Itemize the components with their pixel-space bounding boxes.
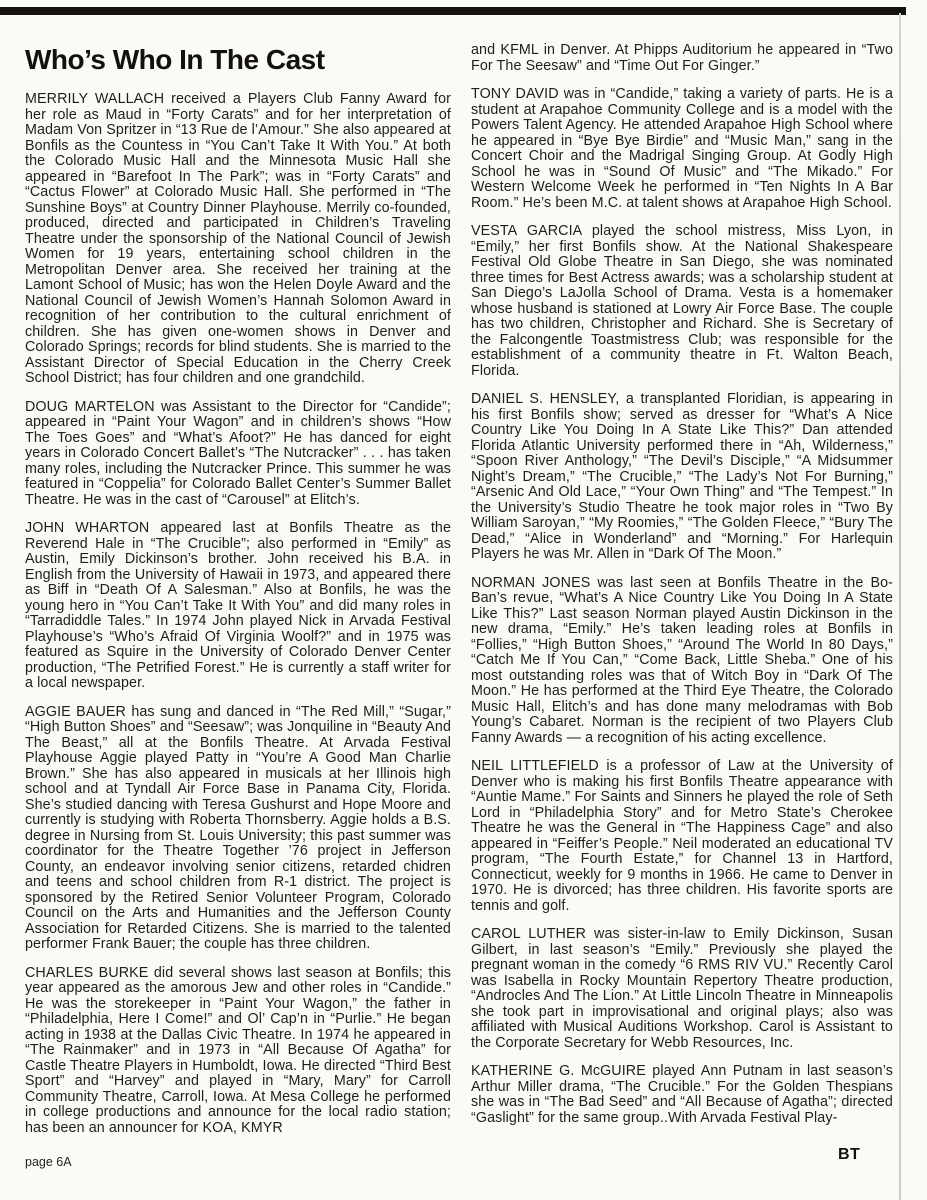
page-title: Who’s Who In The Cast xyxy=(25,44,325,75)
cast-bio-paragraph: DANIEL S. HENSLEY, a transplanted Floridian, is appearing in his first Bonfils show; served as dresser for “What’s A Nice Country Like You Doing In A State Like This?” Dan attended Florida Atlantic University performed there in “Ah, Wilderness,” “Spoon River Anthology,” “The Devil’s Disciple,” “A Midsummer Night’s Dream,” “The Crucible,” “The Lady’s Not For Burning,” “Arsenic And Old Lace,” “Your Own Thing” and “The Tempest.” In the University’s Studio Theatre he took major roles in “Two By William Saroyan,” “My Roomies,” “The Golden Fleece,” “Bury The Dead,” “Alice in Wonderland” and “Morning.” For Harlequin Players he was Mr. Allen in “Dark Of The Moon.” xyxy=(471,391,893,562)
cast-bio-paragraph: JOHN WHARTON appeared last at Bonfils Theatre as the Reverend Hale in “The Crucible”; also performed in “Emily” as Austin, Emily Dickinson’s brother. John received his B.A. in English from the University of Hawaii in 1973, and appeared there as Biff in “Death Of A Salesman.” Also at Bonfils, he was the young hero in “You Can’t Take It With You” and did many roles in “Tarradiddle Tales.” In 1974 John played Nick in Arvada Festival Playhouse’s “Who’s Afraid Of Virginia Woolf?” and in 1975 was featured as Squire in the University of Colorado Denver Center production, “The Petrified Forest.” He is currently a staff writer for a local newspaper. xyxy=(25,520,451,691)
cast-bio-paragraph: and KFML in Denver. At Phipps Auditorium he appeared in “Two For The Seesaw” and “Time Out For Ginger.” xyxy=(471,42,893,74)
cast-bio-paragraph: AGGIE BAUER has sung and danced in “The Red Mill,” “Sugar,” “High Button Shoes” and “Seesaw”; was Jonquiline in “Beauty And The Beast,” all at the Bonfils Theatre. At Arvada Festival Playhouse Aggie played Patty in “You’re A Good Man Charlie Brown.” She has also appeared in musicals at her Illinois high school and at Tyndall Air Force Base in Panama City, Florida. She’s studied dancing with Teresa Gushurst and Hope Moore and currently is studying with Roberta Thornsberry. Aggie holds a B.S. degree in Nursing from St. Louis University; this past summer was coordinator for the Theatre Together ’76 project in Jefferson County, an endeavor involving senior citizens, retarded chidren and teens and school children from R-1 district. The project is sponsored by the Retired Senior Volunteer Program, Colorado Council on the Arts and Humanities and the Jefferson County Association for Retarded Citizens. She is married to the talented performer Frank Bauer; the couple has three children. xyxy=(25,703,451,952)
cast-bio-paragraph: NEIL LITTLEFIELD is a professor of Law at the University of Denver who is making his first Bonfils Theatre appearance with “Auntie Mame.” For Saints and Sinners he played the role of Seth Lord in “Philadelphia Story” and for Metro State’s Cherokee Theatre he was the General in “The Happiness Cage” and also appeared in “Feiffer’s People.” Neil moderated an educational TV program, “The Fourth Estate,” for Channel 13 in Hartford, Connecticut, weekly for 9 months in 1966. He came to Denver in 1970. He is divorced; has three children. His favorite sports are tennis and golf. xyxy=(471,758,893,914)
cast-bio-paragraph: NORMAN JONES was last seen at Bonfils Theatre in the Bo-Ban’s revue, “What’s A Nice Country Like You Doing In A State Like This?” Last season Norman played Austin Dickinson in the new drama, “Emily.” He’s taken leading roles at Bonfils in “Follies,” “High Button Shoes,” “Around The World In 80 Days,” “Catch Me If You Can,” “Come Back, Little Sheba.” One of his most outstanding roles was that of Witch Boy in “Dark Of The Moon.” He has performed at the Third Eye Theatre, the Colorado Music Hall, Elitch’s and has done many melodramas with Bob Young’s Cabaret. Norman is the recipient of two Players Club Fanny Awards — a recognition of his acting excellence. xyxy=(471,574,893,746)
cast-bio-paragraph: TONY DAVID was in “Candide,” taking a variety of parts. He is a student at Arapahoe Community College and is a model with the Powers Talent Agency. He attended Arapahoe High School where he appeared in “Bye Bye Birdie” and “Music Man,” sang in the Concert Choir and the Madrigal Singing Group. At Godly High School he was in “Sound Of Music” and “The Mikado.” For Western Welcome Week he performed in “Ten Nights In A Bar Room.” He’s been M.C. at talent shows at Arapahoe High School. xyxy=(471,86,893,211)
cast-bio-paragraph: VESTA GARCIA played the school mistress, Miss Lyon, in “Emily,” her first Bonfils show. At the National Shakespeare Festival Old Globe Theatre in San Diego, she was nominated three times for Best Actress awards; was a scholarship student at San Diego’s LaJolla School of Drama. Vesta is a homemaker whose husband is stationed at Lowry Air Force Base. The couple has two children, Christopher and Richard. She is Secretary of the Falcongentle Toastmistress Club; was responsible for the establishment of a community theatre in Ft. Walton Beach, Florida. xyxy=(471,223,893,379)
cast-bio-paragraph: DOUG MARTELON was Assistant to the Director for “Candide”; appeared in “Paint Your Wagon” and in children’s shows “How The Toes Goes” and “What’s Afoot?” He has danced for eight years in Colorado Concert Ballet’s “The Nutcracker” . . . has taken many roles, including the Nutcracker Prince. This summer he was featured in “Coppelia” for Colorado Ballet Center’s Summer Ballet Theatre. He was in the cast of “Carousel” at Elitch’s. xyxy=(25,398,451,508)
cast-bio-paragraph: CAROL LUTHER was sister-in-law to Emily Dickinson, Susan Gilbert, in last season’s “Emily.” Previously she played the pregnant woman in the comedy “6 RMS RIV VU.” Recently Carol was Isabella in Rocky Mountain Repertory Theatre production, “Androcles And The Lion.” At Little Lincoln Theatre in Minneapolis she took part in improvisational and original plays; also was affiliated with Musical Auditions Workshop. Carol is Assistant to the Corporate Secretary for Webb Resources, Inc. xyxy=(471,926,893,1051)
page-number: page 6A xyxy=(25,1155,72,1169)
right-column xyxy=(471,43,893,1139)
cast-bio-paragraph: KATHERINE G. McGUIRE played Ann Putnam in last season’s Arthur Miller drama, “The Crucible.” For the Golden Thespians she was in “The Bad Seed” and “All Because of Agatha”; directed “Gaslight” for the same group..With Arvada Festival Play- xyxy=(471,1063,893,1126)
page-edge-line xyxy=(899,13,901,1200)
cast-bio-paragraph: CHARLES BURKE did several shows last season at Bonfils; this year appeared as the amorous Jew and other roles in “Candide.” He was the storekeeper in “Paint Your Wagon,” the father in “Philadelphia, Here I Come!” and Ol’ Cap’n in “Purlie.” He began acting in 1938 at the Dallas Civic Theatre. In 1974 he appeared in “The Rainmaker” and in 1973 in “All Because Of Agatha” for Castle Theatre Players in Humboldt, Iowa. He directed “Third Best Sport” and “Harvey” and played in “Mary, Mary” for Carroll Community Theatre, Carroll, Iowa. At Mesa College he performed in college productions and announce for the local radio station; has been an announcer for KOA, KMYR xyxy=(25,964,451,1136)
scan-edge-bar xyxy=(0,7,906,15)
footer-initials: BT xyxy=(838,1146,861,1163)
cast-bio-paragraph: MERRILY WALLACH received a Players Club Fanny Award for her role as Maud in “Forty Carats” and for her interpretation of Madam Von Spritzer in “13 Rue de l’Amour.” She also appeared at Bonfils as the Countess in “You Can’t Take It With You.” At both the Colorado Music Hall and the Minnesota Music Hall she appeared in “Barefoot In The Park”; was in “Forty Carats” and “Cactus Flower” at Colorado Music Hall. She performed in “The Sunshine Boys” at Country Dinner Playhouse. Merrily co-founded, produced, directed and participated in Children’s Traveling Theatre under the sponsorship of the National Council of Jewish Women for 19 years, entertaining school children in the Metropolitan Denver area. She received her training at the Lamont School of Music; has won the Helen Doyle Award and the National Council of Jewish Women’s Hannah Solomon Award in recognition of her contribution to the cultural enrichment of children. She has given one-women shows in Denver and Colorado Springs; records for blind students. She is married to the Assistant Director of Special Education in the Cherry Creek School District; has four children and one grandchild. xyxy=(25,91,451,386)
left-column xyxy=(25,92,451,1149)
